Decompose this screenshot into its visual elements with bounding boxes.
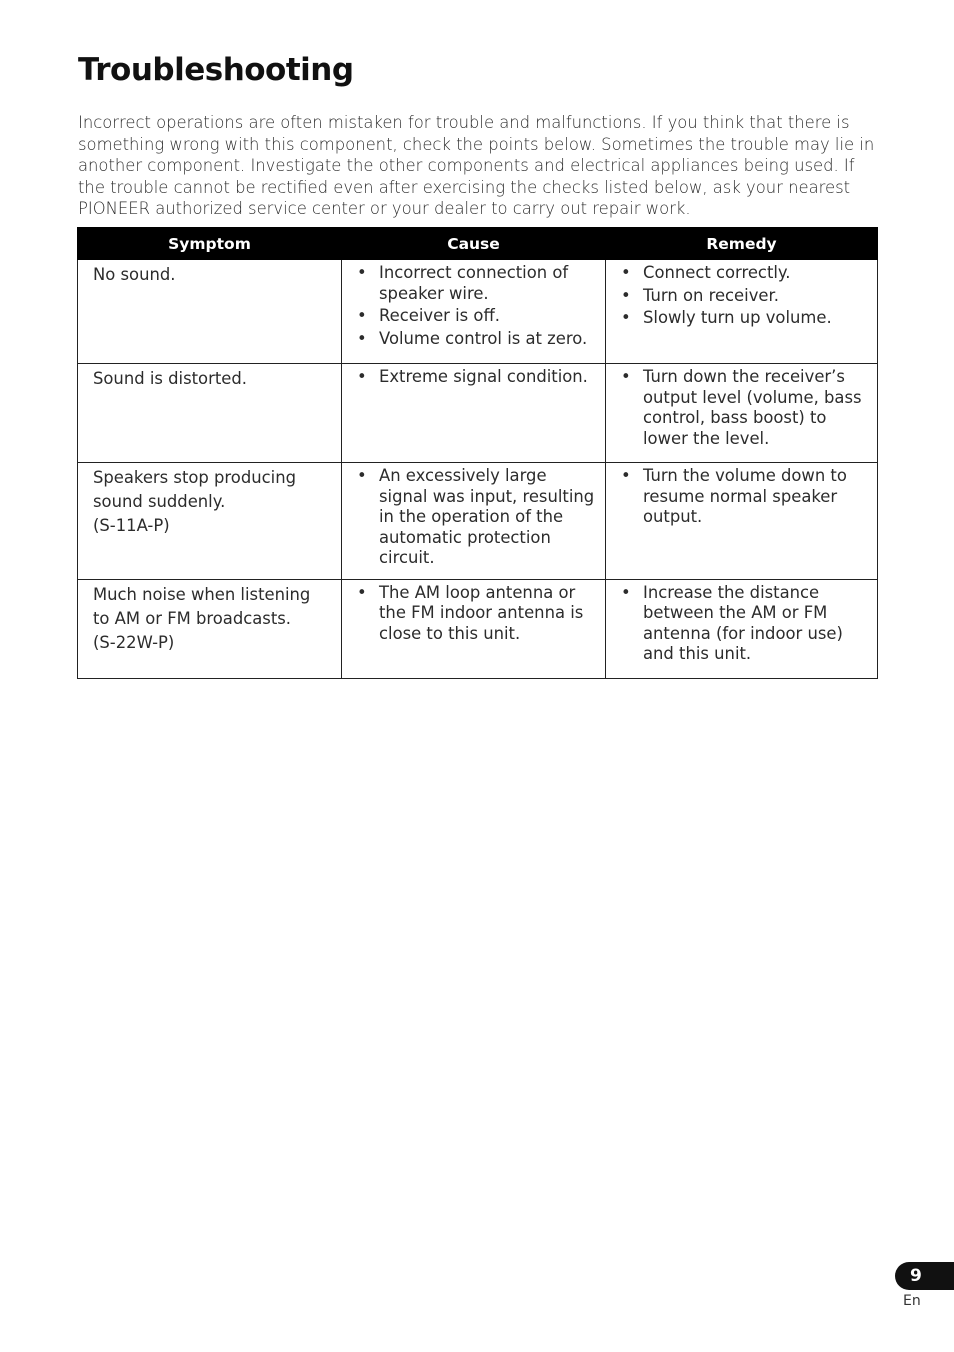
table-row — [78, 463, 878, 580]
cause-item: • An excessively large signal was input, resulting in the operation of the automatic protection circuit. — [357, 466, 595, 569]
header-symptom: Symptom — [78, 228, 342, 260]
cause-item: • Receiver is off. — [357, 306, 595, 327]
remedy-item: • Connect correctly. — [621, 263, 867, 284]
remedy-list — [621, 466, 867, 528]
language-label: En — [903, 1293, 921, 1309]
header-cause: Cause — [342, 228, 606, 260]
cause-item: • Extreme signal condition. — [357, 367, 595, 388]
remedy-item: • Increase the distance between the AM or FM antenna (for indoor use) and this unit. — [621, 583, 867, 665]
remedy-item: • Slowly turn up volume. — [621, 308, 867, 329]
symptom-text: Speakers stop producing sound suddenly. — [93, 468, 296, 511]
cause-list — [357, 466, 595, 569]
remedy-item: • Turn down the receiver’s output level (volume, bass control, bass boost) to lower the level. — [621, 367, 867, 449]
cause-cell — [342, 579, 606, 678]
remedy-cell — [606, 463, 878, 580]
cause-item: • The AM loop antenna or the FM indoor antenna is close to this unit. — [357, 583, 595, 645]
symptom-text: Much noise when listening to AM or FM broadcasts. — [93, 584, 311, 628]
symptom-text: Sound is distorted. — [93, 369, 247, 388]
remedy-cell — [606, 579, 878, 678]
remedy-list — [621, 583, 867, 665]
troubleshooting-table — [77, 227, 878, 679]
header-remedy: Remedy — [606, 228, 878, 260]
remedy-list — [621, 263, 867, 329]
table-header-row — [78, 228, 878, 260]
remedy-list — [621, 367, 867, 449]
table-row — [78, 579, 878, 678]
intro-paragraph: Incorrect operations are often mistaken for trouble and malfunctions. If you think that there is something wrong with this component, check the points below. Sometimes the trouble may lie in another component. Investigate the other components and electrical appliances being used. If the trouble cannot be rectified even after exercising the checks listed below, ask your nearest PIONEER authorized service center or your dealer to carry out repair work. — [78, 113, 875, 219]
cause-cell — [342, 364, 606, 463]
remedy-cell — [606, 260, 878, 364]
cause-item: • Volume control is at zero. — [357, 329, 595, 350]
table-row — [78, 364, 878, 463]
cause-list — [357, 367, 595, 388]
symptom-cell — [78, 463, 342, 580]
cause-cell — [342, 260, 606, 364]
model-label: (S-22W-P) — [93, 632, 175, 652]
remedy-item: • Turn the volume down to resume normal speaker output. — [621, 466, 867, 528]
symptom-cell — [78, 260, 342, 364]
model-label: (S-11A-P) — [93, 516, 170, 535]
table-row — [78, 260, 878, 364]
symptom-cell — [78, 579, 342, 678]
remedy-item: • Turn on receiver. — [621, 286, 867, 307]
cause-list — [357, 263, 595, 349]
cause-list — [357, 583, 595, 645]
remedy-cell — [606, 364, 878, 463]
symptom-text: No sound. — [93, 265, 176, 284]
page-title: Troubleshooting — [78, 52, 354, 88]
symptom-cell — [78, 364, 342, 463]
cause-cell — [342, 463, 606, 580]
cause-item: • Incorrect connection of speaker wire. — [357, 263, 595, 304]
page-number-tab: 9 — [895, 1262, 954, 1290]
